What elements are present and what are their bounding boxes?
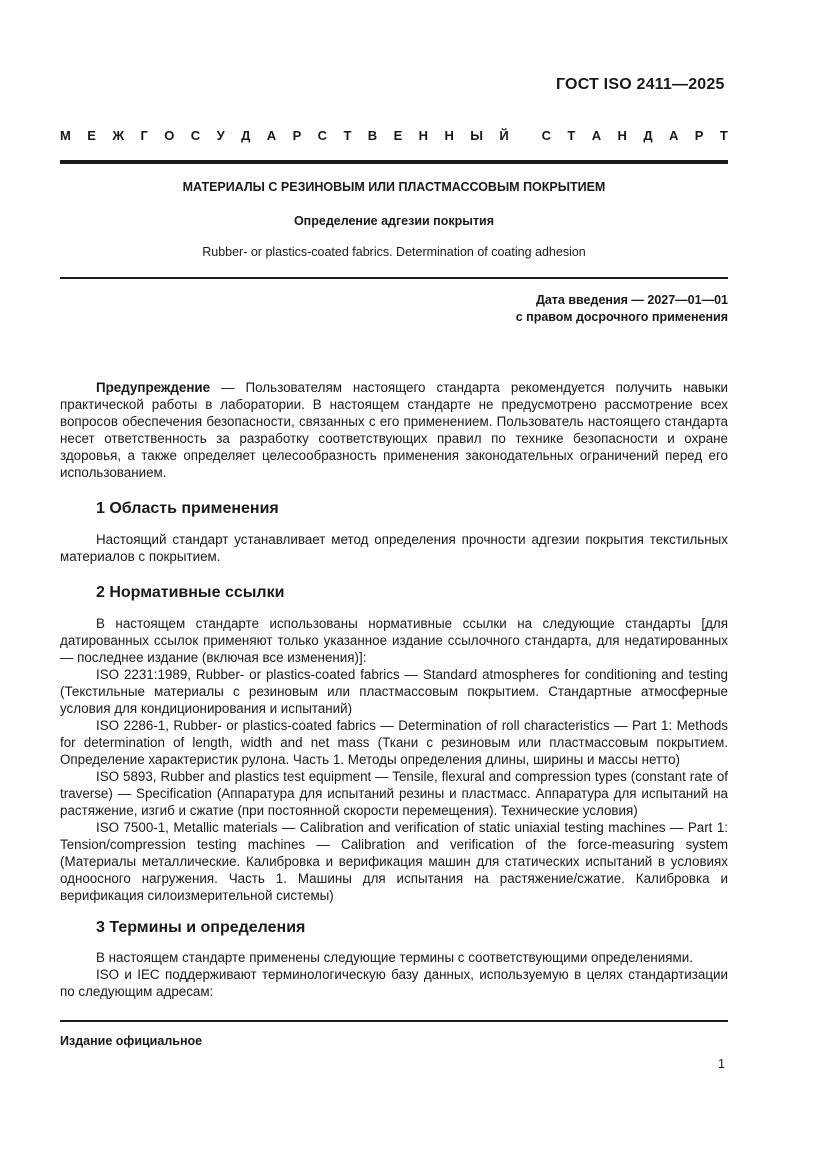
reference-iso-2286-1: ISO 2286-1, Rubber- or plastics-coated fabrics — Determination of roll characteristics — Part 1: Methods for determination of length, width and net mass (Ткани с резиновым или пластмассовым покрытием. Определение характеристик рулона. Часть 1. Методы определения длины, ширины и массы нетто) [60, 718, 728, 767]
document-title: МАТЕРИАЛЫ С РЕЗИНОВЫМ ИЛИ ПЛАСТМАССОВЫМ ПОКРЫТИЕМ [182, 180, 606, 194]
banner-letter: Р [694, 128, 704, 143]
banner-letter: Н [617, 128, 627, 143]
banner-letter: Е [87, 128, 96, 143]
section-2-body [60, 615, 728, 904]
paragraph: В настоящем стандарте применены следующие термины с соответствующими определениями. [96, 950, 693, 965]
paragraph: Настоящий стандарт устанавливает метод определения прочности адгезии покрытия текстильных материалов с покрытием. [60, 532, 728, 564]
banner-letter: Е [393, 128, 403, 143]
document-number: ГОСТ ISO 2411—2025 [556, 76, 725, 93]
header-divider [60, 160, 728, 164]
english-title: Rubber- or plastics-coated fabrics. Determination of coating adhesion [202, 245, 586, 259]
banner-letter: М [60, 128, 71, 143]
warning-text: — Пользователям настоящего стандарта рекомендуется получить навыки практической работы в лаборатории. В настоящем стандарте не предусмотрено рассмотрение всех вопросов обеспечения безопасности, связанных с его применением. Пользователь настоящего стандарта несет ответственность за разработку соответствующих правил по технике безопасности и охране здоровья, а также определяет целесообразность применения законодательных ограничений перед его использованием. [60, 380, 728, 480]
introduction-date: Дата введения — 2027—01—01 [535, 293, 728, 307]
title-divider [60, 277, 728, 279]
section-1-body [60, 531, 728, 565]
banner-letter: А [591, 128, 602, 143]
banner-letter: В [367, 128, 378, 143]
banner-letter: Р [292, 128, 302, 143]
banner-letter: Н [418, 128, 429, 143]
banner-letter: У [216, 128, 225, 143]
early-application-note: с правом досрочного применения [515, 310, 728, 324]
banner-letter: А [266, 128, 277, 143]
banner-letter: Ы [470, 128, 483, 143]
reference-iso-2231: ISO 2231:1989, Rubber- or plastics-coated fabrics — Standard atmospheres for conditioning and testing (Текстильные материалы с резиновым или пластмассовым покрытием. Стандартные атмосферные условия для кондиционирования и испытаний) [60, 667, 728, 716]
banner-letter: Д [643, 128, 653, 143]
warning-paragraph [60, 379, 728, 481]
banner-letter: Т [343, 128, 352, 143]
banner-letter: Д [241, 128, 251, 143]
banner-letter: Й [499, 128, 509, 143]
paragraph: В настоящем стандарте использованы нормативные ссылки на следующие стандарты [для датированных ссылок применяют только указанное издание ссылочного стандарта, для недатированных — последнее издание (включая все изменения)]: [60, 616, 728, 665]
warning-label: Предупреждение [96, 380, 211, 395]
banner-letter: С [541, 128, 551, 143]
section-3-body [60, 949, 728, 1000]
introduction-date-block [516, 292, 728, 326]
section-1-heading: 1 Область применения [96, 500, 279, 517]
banner-letter: С [190, 128, 201, 143]
banner-letter: А [668, 128, 679, 143]
banner-letter: Ж [112, 128, 125, 143]
reference-iso-5893: ISO 5893, Rubber and plastics test equipment — Tensile, flexural and compression types (constant rate of traverse) — Specification (Аппаратура для испытаний резины и пластмасс. Аппаратура для испытаний на растяжение, изгиб и сжатие (при постоянной скорости перемещения). Технические условия) [60, 769, 728, 818]
paragraph: ISO и IEC поддерживают терминологическую базу данных, используемую в целях стандартизации по следующим адресам: [60, 967, 728, 999]
banner-letter: О [164, 128, 175, 143]
document-subtitle: Определение адгезии покрытия [293, 214, 495, 228]
banner-letter: С [317, 128, 328, 143]
footer-divider [60, 1020, 728, 1022]
page-number: 1 [718, 1057, 725, 1071]
banner-letter: Т [719, 128, 728, 143]
banner-letter: Г [140, 128, 148, 143]
official-edition-label: Издание официальное [60, 1034, 203, 1048]
banner-letter: Т [567, 128, 576, 143]
reference-iso-7500-1: ISO 7500-1, Metallic materials — Calibration and verification of static uniaxial testing machines — Part 1: Tension/compression testing machines — Calibration and verification of the force-measuring system (Материалы металлические. Калибровка и верификация машин для статических испытаний в условиях одноосного нагружения. Часть 1. Машины для испытания на растяжение/сжатие. Калибровка и верификация силоизмерительной системы) [60, 820, 728, 903]
section-2-heading: 2 Нормативные ссылки [96, 584, 285, 601]
banner-letter: Н [444, 128, 454, 143]
section-3-heading: 3 Термины и определения [96, 919, 306, 936]
standard-type-banner [60, 128, 728, 143]
